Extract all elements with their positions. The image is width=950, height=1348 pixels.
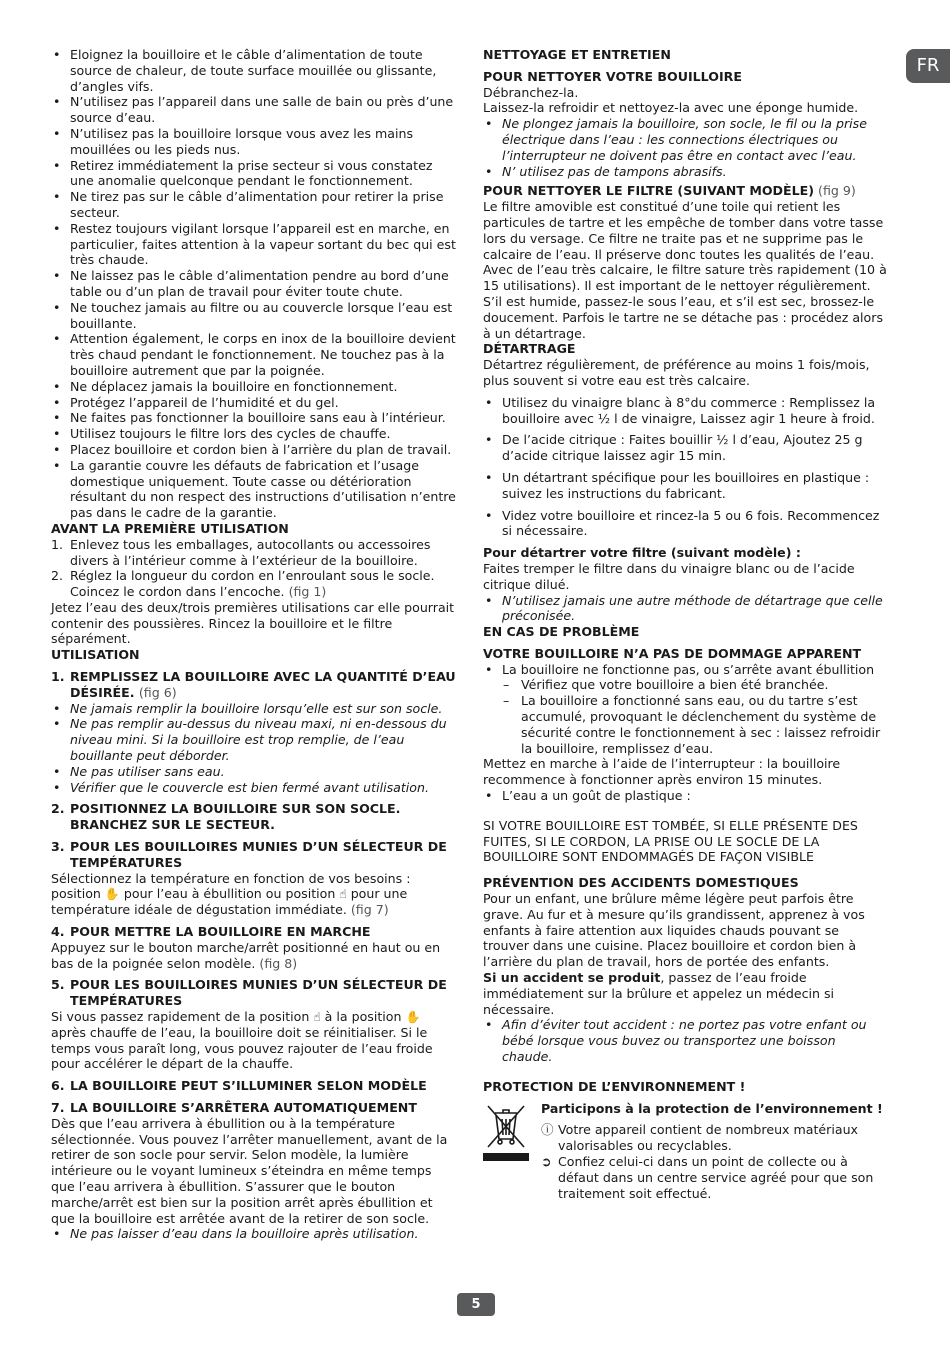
step-6: 6. LA BOUILLOIRE PEUT S’ILLUMINER SELON MODÈLE xyxy=(51,1078,427,1094)
filtre-text: Le filtre amovible est constitué d’une toile qui retient les particules de tartre et les empêche de tomber dans votre tasse lors du versage. Ce filtre ne traite pas et ne supprime pas le calcaire de l’eau. Il préserve donc toutes les qualités de l’eau. Avec de l’eau très calcaire, le filtre sature très rapidement (10 à 15 utilisations). Il est important de le nettoyer régulièrement. S’il est humide, passez-le sous l’eau, et s’il est sec, brossez-le doucement. Parfois le tartre ne se détache pas : procédez alors à un détartrage. xyxy=(483,199,887,341)
step1-list xyxy=(51,701,458,796)
step7-text: Dès que l’eau arrivera à ébullition ou à la température sélectionnée. Vous pouvez l’arrêter manuellement, avant de la retirer de son socle pour servir. Selon modèle, la lumière intérieure ou le voyant lumineux s’éteindra en même temps que l’eau arrivera à ébullition. S’assurer que le bouton marche/arrêt est bien sur la position arrêt après ébullition et que la bouilloire est arrêtée avant de la retirer de son socle. xyxy=(51,1115,448,1226)
list-item: • N’utilisez pas l’appareil dans une salle de bain ou près d’une source d’eau. xyxy=(51,94,458,126)
crossed-bin-icon xyxy=(483,1101,529,1163)
right-column xyxy=(483,47,888,1211)
environment-text xyxy=(541,1101,888,1202)
list-item: • Utilisez du vinaigre blanc à 8°du commerce : Remplissez la bouilloire avec ½ l de vinaigre, Laissez agir 1 heure à froid. xyxy=(483,395,888,427)
step-5: 5. POUR LES BOUILLOIRES MUNIES D’UN SÉLECTEUR DE TEMPÉRATURES xyxy=(51,977,447,1009)
step-3: 3. POUR LES BOUILLOIRES MUNIES D’UN SÉLECTEUR DE TEMPÉRATURES xyxy=(51,839,447,870)
list-item: • L’eau a un goût de plastique : xyxy=(483,788,888,804)
nettoyer-list xyxy=(483,116,888,179)
env-subheading: Participons à la protection de l’environnement ! xyxy=(541,1100,883,1116)
paragraph: Laissez-la refroidir et nettoyez-la avec une éponge humide. xyxy=(483,100,859,116)
subheading-detartrage: DÉTARTRAGE xyxy=(483,341,576,357)
step-2: 2. POSITIONNEZ LA BOUILLOIRE SUR SON SOCLE. BRANCHEZ SUR LE SECTEUR. xyxy=(51,801,401,833)
section-heading-environnement: PROTECTION DE L’ENVIRONNEMENT ! xyxy=(483,1078,746,1094)
figure-ref: (fig 9) xyxy=(818,183,856,199)
list-item: • Ne touchez jamais au filtre ou au couvercle lorsque l’eau est bouillante. xyxy=(51,300,458,332)
step-4: 4. POUR METTRE LA BOUILLOIRE EN MARCHE xyxy=(51,924,371,940)
list-item: ➲ Confiez celui-ci dans un point de collecte ou à défaut dans un centre service agréé pour que son traitement soit effectué. xyxy=(541,1154,874,1201)
list-item: • La bouilloire ne fonctionne pas, ou s’arrête avant ébullition xyxy=(483,662,888,678)
list-item: • Eloignez la bouilloire et le câble d’alimentation de toute source de chaleur, de toute surface mouillée ou glissante, d’angles vifs. xyxy=(51,47,458,94)
boiling-hand-icon: ✋ xyxy=(104,887,120,902)
pointing-hand-icon: ☝ xyxy=(339,887,347,902)
environment-box xyxy=(483,1101,888,1211)
list-item: ⓘ Votre appareil contient de nombreux matériaux valorisables ou recyclables. xyxy=(541,1122,859,1154)
section-heading-prevention: PRÉVENTION DES ACCIDENTS DOMESTIQUES xyxy=(483,875,799,891)
list-item: • N’utilisez jamais une autre méthode de détartrage que celle préconisée. xyxy=(483,593,888,625)
step4-text: Appuyez sur le bouton marche/arrêt positionné en haut ou en bas de la poignée selon modèle. (fig 8) xyxy=(51,939,441,971)
list-item: • Retirez immédiatement la prise secteur si vous constatez une anomalie quelconque pendant le fonctionnement. xyxy=(51,158,458,190)
safety-list xyxy=(51,47,458,521)
list-item: • De l’acide citrique : Faites bouillir ½ l d’eau, Ajoutez 25 g d’acide citrique laissez agir 15 min. xyxy=(483,432,888,464)
list-item: • Vérifier que le couvercle est bien fermé avant utilisation. xyxy=(51,780,458,796)
list-item: • Ne tirez pas sur le câble d’alimentation pour retirer la prise secteur. xyxy=(51,189,458,221)
section-heading-avant: AVANT LA PREMIÈRE UTILISATION xyxy=(51,520,289,536)
language-tab: FR xyxy=(906,49,950,83)
dommage-dash-list xyxy=(483,677,888,756)
filtre-det-list xyxy=(483,593,888,625)
list-item: – La bouilloire a fonctionné sans eau, ou du tartre s’est accumulé, provoquant le déclenchement du système de sécurité contre le fonctionnement à sec : laissez refroidir la bouilloire, remplissez d’eau. xyxy=(483,693,888,756)
subheading-filtre: POUR NETTOYER LE FILTRE (SUIVANT MODÈLE) (fig 9) xyxy=(483,183,856,199)
left-column xyxy=(51,47,458,1242)
list-item: • Ne faites pas fonctionner la bouilloire sans eau à l’intérieur. xyxy=(51,410,458,426)
paragraph: Débranchez-la. xyxy=(483,84,579,100)
dommage-list xyxy=(483,662,888,678)
dommage-paragraph: Mettez en marche à l’aide de l’interrupteur : la bouilloire recommence à fonctionner après environ 15 minutes. xyxy=(483,756,841,788)
figure-ref: (fig 8) xyxy=(259,955,298,971)
list-item: • Videz votre bouilloire et rincez-la 5 ou 6 fois. Recommencez si nécessaire. xyxy=(483,508,888,540)
info-icon: ⓘ xyxy=(541,1122,554,1138)
figure-ref: (fig 7) xyxy=(350,902,389,918)
subheading-nettoyer: POUR NETTOYER VOTRE BOUILLOIRE xyxy=(483,68,742,84)
subheading-filtre-detartrage: Pour détartrer votre filtre (suivant modèle) : xyxy=(483,545,801,561)
figure-ref: (fig 1) xyxy=(288,584,327,600)
list-item: • La garantie couvre les défauts de fabrication et l’usage domestique uniquement. Toute casse ou détérioration résultant du non respect des instructions d’utilisation n’entre pas dans le cadre de la garantie. xyxy=(51,458,458,521)
accident-list xyxy=(483,1017,888,1064)
list-item: • Ne pas remplir au-dessus du niveau maxi, ni en-dessous du niveau mini. Si la bouilloire est trop remplie, de l’eau bouillante peut déborder. xyxy=(51,716,458,763)
list-item: • Attention également, le corps en inox de la bouilloire devient très chaud pendant le fonctionnement. Ne touchez pas à la bouilloire autrement que par la poignée. xyxy=(51,331,458,378)
list-item: • Utilisez toujours le filtre lors des cycles de chauffe. xyxy=(51,426,458,442)
dommage-list-2 xyxy=(483,788,888,804)
list-item: • N’utilisez pas la bouilloire lorsque vous avez les mains mouillées ou les pieds nus. xyxy=(51,126,458,158)
list-item: • Ne pas laisser d’eau dans la bouilloire après utilisation. xyxy=(51,1226,458,1242)
list-item: • Placez bouilloire et cordon bien à l’arrière du plan de travail. xyxy=(51,442,458,458)
pointing-hand-icon: ☝ xyxy=(313,1010,321,1025)
avant-paragraph: Jetez l’eau des deux/trois premières utilisations car elle pourrait contenir des poussières. Rincez la bouilloire et le filtre séparément. xyxy=(51,599,455,647)
list-item: • Ne plongez jamais la bouilloire, son socle, le fil ou la prise électrique dans l’eau : les connections électriques ou l’interrupteur ne doivent pas être en contact avec l’eau. xyxy=(483,116,888,163)
list-item: • Restez toujours vigilant lorsque l’appareil est en marche, en particulier, faites attention à la vapeur sortant du bec qui est très chaude. xyxy=(51,221,458,268)
list-item: • Ne laissez pas le câble d’alimentation pendre au bord d’une table ou d’un plan de travail pour éviter toute chute. xyxy=(51,268,458,300)
figure-ref: (fig 6) xyxy=(138,684,177,700)
filtre-det-text: Faites tremper le filtre dans du vinaigre blanc ou de l’acide citrique dilué. xyxy=(483,560,855,592)
step-1: 1. REMPLISSEZ LA BOUILLOIRE AVEC LA QUANTITÉ D’EAU DÉSIRÉE. (fig 6) xyxy=(51,669,456,700)
avant-list xyxy=(51,537,458,600)
list-item: • Un détartrant spécifique pour les bouilloires en plastique : suivez les instructions du fabricant. xyxy=(483,470,888,502)
step7-list xyxy=(51,1226,458,1242)
detartrage-list xyxy=(483,395,888,539)
tombee-text: SI VOTRE BOUILLOIRE EST TOMBÉE, SI ELLE PRÉSENTE DES FUITES, SI LE CORDON, LA PRISE OU LE SOCLE DE LA BOUILLOIRE SONT ENDOMMAGÉS DE FAÇON VISIBLE xyxy=(483,817,858,865)
subheading-dommage: VOTRE BOUILLOIRE N’A PAS DE DOMMAGE APPARENT xyxy=(483,645,862,661)
list-item: – Vérifiez que votre bouilloire a bien été branchée. xyxy=(483,677,888,693)
boiling-hand-icon: ✋ xyxy=(405,1010,421,1025)
arrow-icon: ➲ xyxy=(541,1154,552,1169)
list-item: • Protégez l’appareil de l’humidité et du gel. xyxy=(51,395,458,411)
list-item: • Afin d’éviter tout accident : ne portez pas votre enfant ou bébé lorsque vous buvez ou transportez une boisson chaude. xyxy=(483,1017,888,1064)
list-item: • N’ utilisez pas de tampons abrasifs. xyxy=(483,164,888,180)
step-7: 7. LA BOUILLOIRE S’ARRÊTERA AUTOMATIQUEMENT xyxy=(51,1100,417,1115)
section-heading-nettoyage: NETTOYAGE ET ENTRETIEN xyxy=(483,47,671,62)
section-heading-utilisation: UTILISATION xyxy=(51,647,140,663)
step3-text: Sélectionnez la température en fonction de vos besoins : position ✋ pour l’eau à ébullition ou position ☝ pour une température idéale de dégustation immédiate. (fig 7) xyxy=(51,870,411,918)
list-item: 1. Enlevez tous les emballages, autocollants ou accessoires divers à l’intérieur comme à l’extérieur de la bouilloire. xyxy=(51,536,431,568)
list-item: • Ne jamais remplir la bouilloire lorsqu’elle est sur son socle. xyxy=(51,701,458,717)
detartrage-text: Détartrez régulièrement, de préférence au moins 1 fois/mois, plus souvent si votre eau est très calcaire. xyxy=(483,357,870,388)
section-heading-probleme: EN CAS DE PROBLÈME xyxy=(483,624,640,640)
list-item: 2. Réglez la longueur du cordon en l’enroulant sous le socle. Coincez le cordon dans l’encoche. (fig 1) xyxy=(51,568,435,600)
page-number: 5 xyxy=(457,1293,495,1316)
accident-text: Si un accident se produit, passez de l’eau froide immédiatement sur la brûlure et appelez un médecin si nécessaire. xyxy=(483,970,835,1017)
list-item: • Ne déplacez jamais la bouilloire en fonctionnement. xyxy=(51,379,458,395)
list-item: • Ne pas utiliser sans eau. xyxy=(51,764,458,780)
prevention-text: Pour un enfant, une brûlure même légère peut parfois être grave. Au fur et à mesure qu’ils grandissent, apprenez à vos enfants à faire attention aux liquides chauds pouvant se trouver dans une cuisine. Placez bouilloire et cordon bien à l’arrière du plan de travail, hors de portée des enfants. xyxy=(483,891,865,970)
step5-text: Si vous passez rapidement de la position ☝ à la position ✋ après chauffe de l’eau, la bouilloire doit se réinitialiser. Si le temps vous paraît long, vous pouvez rajouter de l’eau froide pour accélérer le départ de la chauffe. xyxy=(51,1009,433,1072)
